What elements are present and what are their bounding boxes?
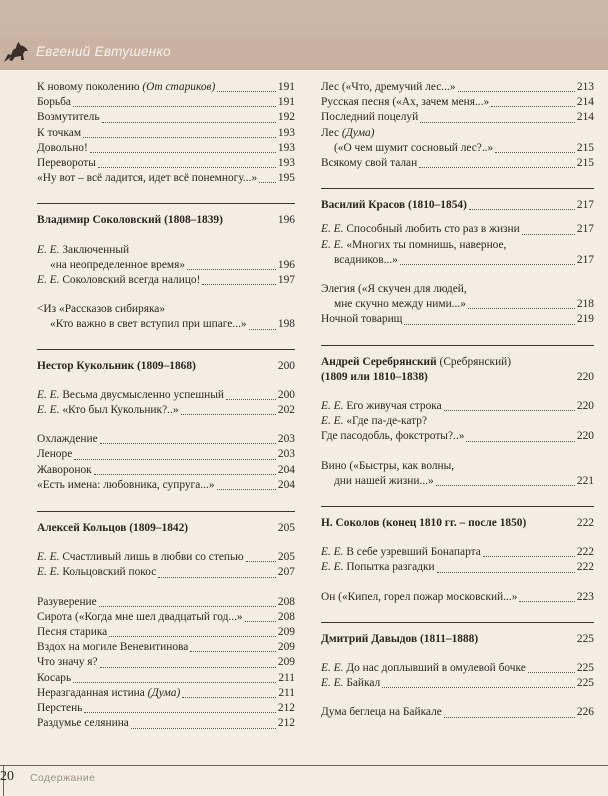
toc-entry[interactable]: Возмутитель 192 [37,111,295,124]
toc-entry[interactable]: («О чем шумит сосновый лес?..» 215 [334,141,594,154]
toc-entry[interactable]: Е. Е. Заключенный [37,243,130,256]
toc-entry[interactable]: Е. Е. Весьма двусмысленно успешный 200 [37,388,295,401]
page-number: 20 [0,769,14,784]
section-heading[interactable]: Андрей Серебрянский (Сребрянский) [321,355,512,368]
toc-entry[interactable]: <Из «Рассказов сибиряка» [37,303,166,316]
toc-entry[interactable]: Лес («Что, дремучий лес...» 213 [321,81,594,93]
toc-entry[interactable]: Борьба 191 [37,96,295,109]
toc-entry[interactable]: Е. Е. Байкал 225 [321,677,594,690]
toc-entry[interactable]: Элегия («Я скучен для людей, [321,283,467,296]
author-name: Евгений Евтушенко [36,44,171,59]
toc-entry[interactable]: Разуверение 208 [37,595,295,608]
header-band [0,0,608,70]
toc-entry[interactable]: Е. Е. «Где па-де-катр? [321,415,428,428]
toc-entry[interactable]: Довольно! 193 [37,141,295,154]
toc-entry[interactable]: Е. Е. Кольцовский покос 207 [37,566,295,579]
toc-entry[interactable]: Е. Е. Его живучая строка 220 [321,400,594,413]
toc-entry[interactable]: Е. Е. Соколовский всегда налицо! 197 [37,274,295,287]
footer-rule [0,765,608,766]
toc-entry[interactable]: Ночной товарищ 219 [321,313,594,326]
toc-entry[interactable]: Е. Е. «Кто был Кукольник?..» 202 [37,404,295,417]
toc-entry[interactable]: Е. Е. До нас доплывший в омулевой бочке 225 [321,662,594,675]
toc-entry[interactable]: Е. Е. «Многих ты помнишь, наверное, [321,238,507,251]
toc-entry[interactable]: «Есть имена: любовника, супруга...» 204 [37,478,295,491]
toc-entry[interactable]: Лес (Дума) [321,126,375,139]
toc-entry[interactable]: дни нашей жизни...» 221 [334,474,594,487]
toc-entry[interactable]: Что значу я? 209 [37,656,295,669]
toc-entry[interactable]: Леноре 203 [37,448,295,461]
section-heading[interactable]: Василий Красов (1810–1854) 217 [321,199,594,212]
toc-entry[interactable]: всадников...» 217 [334,253,594,266]
toc-right-column [321,80,594,721]
section-heading-dates[interactable]: (1809 или 1810–1838) 220 [321,370,594,383]
toc-entry[interactable]: «на неопределенное время» 196 [50,258,295,271]
toc-entry[interactable]: «Кто важно в свет вступил при шпаге...» 198 [50,318,295,331]
toc-entry[interactable]: Сирота («Когда мне шел двадцатый год...» 208 [37,610,295,623]
toc-entry[interactable]: Охлаждение 203 [37,433,295,446]
toc-entry[interactable]: Е. Е. Способный любить сто раз в жизни 217 [321,223,594,236]
toc-entry[interactable]: «Ну вот – всё ладится, идет всё понемногу...» 195 [37,172,295,185]
toc-entry[interactable]: Дума беглеца на Байкале 226 [321,706,594,719]
horse-rider-icon [2,36,30,66]
toc-left-column [37,80,295,732]
toc-entry[interactable]: К новому поколению (От стариков) 191 [37,81,295,93]
toc-entry[interactable]: мне скучно между ними...» 218 [334,298,594,311]
section-heading[interactable]: Дмитрий Давыдов (1811–1888) 225 [321,632,594,645]
section-heading[interactable]: Владимир Соколовский (1808–1839) 196 [37,214,295,227]
toc-entry[interactable]: Раздумье селянина 212 [37,717,295,730]
toc-entry[interactable]: Жаворонок 204 [37,463,295,476]
toc-entry[interactable]: Неразгаданная истина (Дума) 211 [37,686,295,699]
toc-entry[interactable]: Вино («Быстры, как волны, [321,459,455,472]
toc-entry[interactable]: Е. Е. Счастливый лишь в любви со степью 205 [37,551,295,564]
toc-entry[interactable]: Е. Е. В себе узревший Бонапарта 222 [321,546,594,559]
toc-entry[interactable]: Всякому свой талан 215 [321,157,594,170]
toc-entry[interactable]: Где пасодобль, фокстроты?..» 220 [321,430,594,443]
toc-entry[interactable]: Он («Кипел, горел пожар московский...» 223 [321,590,594,603]
toc-entry[interactable]: Русская песня («Ах, зачем меня...» 214 [321,96,594,109]
toc-entry[interactable]: Косарь 211 [37,671,295,684]
toc-entry[interactable]: Перстень 212 [37,702,295,715]
section-heading[interactable]: Алексей Кольцов (1809–1842) 205 [37,522,295,535]
toc-entry[interactable]: Вздох на могиле Веневитинова 209 [37,641,295,654]
footer-section-label: Содержание [30,772,96,784]
toc-entry[interactable]: К точкам 193 [37,126,295,139]
toc-entry[interactable]: Песня старика 209 [37,626,295,639]
toc-entry[interactable]: Перевороты 193 [37,157,295,170]
section-heading[interactable]: Нестор Кукольник (1809–1868) 200 [37,359,295,372]
toc-entry[interactable]: Е. Е. Попытка разгадки 222 [321,561,594,574]
toc-entry[interactable]: Последний поцелуй 214 [321,111,594,124]
section-heading[interactable]: Н. Соколов (конец 1810 гг. – после 1850) 222 [321,517,594,530]
